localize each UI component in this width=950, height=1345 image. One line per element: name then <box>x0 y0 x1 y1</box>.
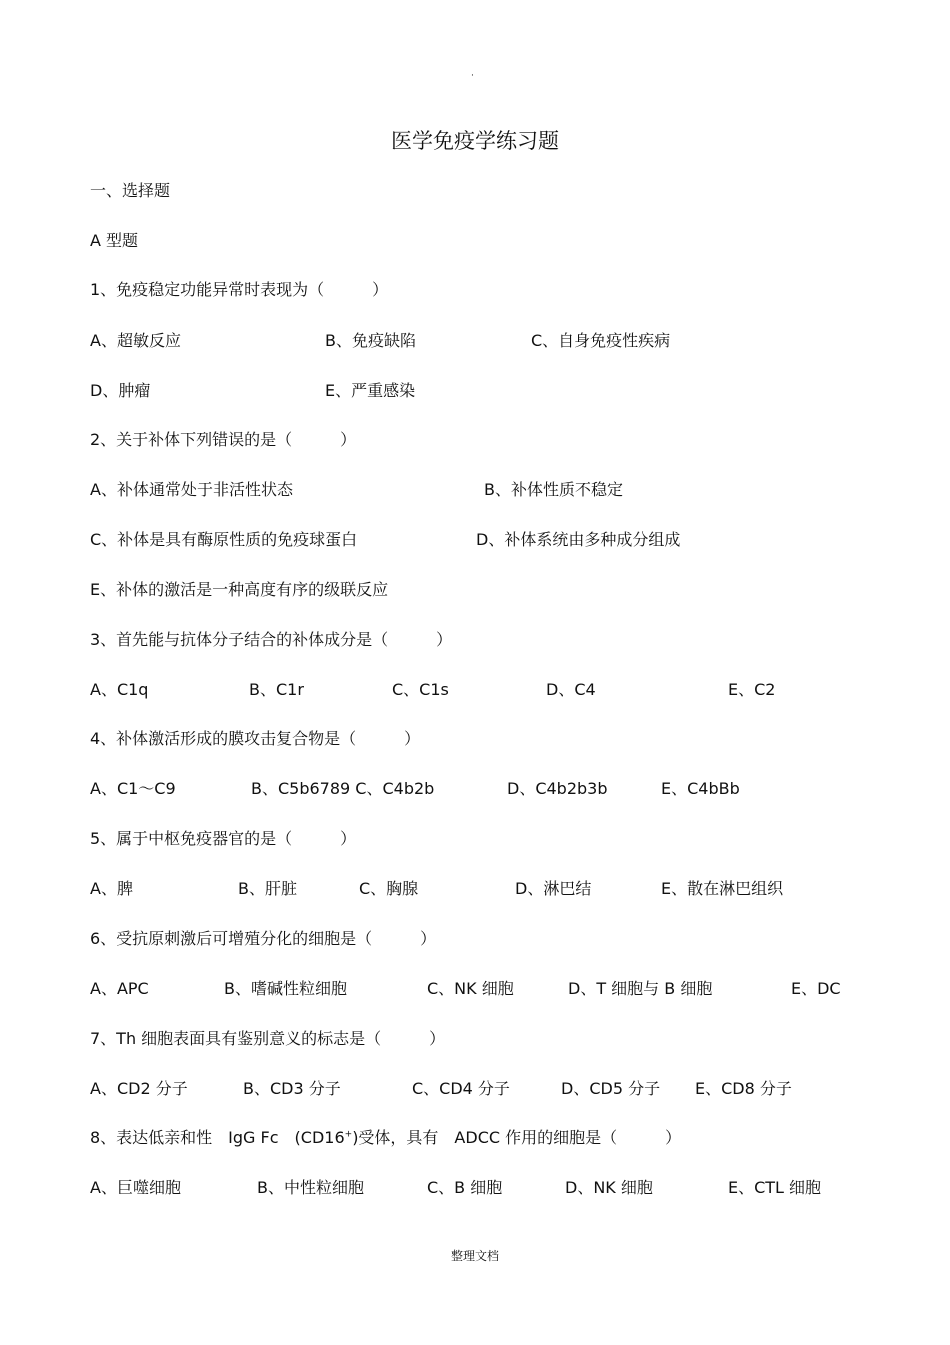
option-c: C、胸腺 <box>359 879 419 898</box>
option-c: C、B 细胞 <box>427 1178 503 1197</box>
option-d: D、淋巴结 <box>515 879 592 898</box>
question-stem: 6、受抗原刺激后可增殖分化的细胞是（ ） <box>90 929 437 948</box>
option-c: C、C1s <box>392 680 449 699</box>
option-b: B、肝脏 <box>238 879 297 898</box>
option-b: B、嗜碱性粒细胞 <box>224 979 347 998</box>
option-d: D、NK 细胞 <box>565 1178 653 1197</box>
superscript-plus: + <box>344 1129 353 1140</box>
option-a: A、脾 <box>90 879 133 898</box>
question-stem <box>90 1125 681 1151</box>
question-stem: 4、补体激活形成的膜攻击复合物是（ ） <box>90 729 421 748</box>
option-b: B、补体性质不稳定 <box>484 480 623 499</box>
question-stem: 3、首先能与抗体分子结合的补体成分是（ ） <box>90 630 453 649</box>
option-c: C、NK 细胞 <box>427 979 514 998</box>
option-e: E、C2 <box>728 680 776 699</box>
option-d: D、肿瘤 <box>90 381 151 400</box>
question-stem: 1、免疫稳定功能异常时表现为（ ） <box>90 280 389 299</box>
option-d: D、C4b2b3b <box>507 779 608 798</box>
question-stem: 7、Th 细胞表面具有鉴别意义的标志是（ ） <box>90 1029 446 1048</box>
option-a: A、APC <box>90 979 149 998</box>
question-stem: 2、关于补体下列错误的是（ ） <box>90 430 357 449</box>
option-d: D、T 细胞与 B 细胞 <box>568 979 713 998</box>
option-a: A、巨噬细胞 <box>90 1178 181 1197</box>
option-b: B、免疫缺陷 <box>325 331 416 350</box>
option-b: B、CD3 分子 <box>243 1079 341 1098</box>
option-e: E、C4bBb <box>661 779 740 798</box>
option-e: E、严重感染 <box>325 381 416 400</box>
option-a: A、C1q <box>90 680 149 699</box>
option-b: B、C1r <box>249 680 304 699</box>
option-d: D、补体系统由多种成分组成 <box>476 530 681 549</box>
question-stem-part: 8、表达低亲和性 IgG Fc (CD16 <box>90 1128 345 1147</box>
option-e: E、CD8 分子 <box>695 1079 792 1098</box>
option-c: C、CD4 分子 <box>412 1079 510 1098</box>
option-c: C、自身免疫性疾病 <box>531 331 671 350</box>
option-e: E、CTL 细胞 <box>728 1178 822 1197</box>
option-a: A、超敏反应 <box>90 331 181 350</box>
option-c: C、补体是具有酶原性质的免疫球蛋白 <box>90 530 358 549</box>
option-a: A、补体通常处于非活性状态 <box>90 480 293 499</box>
option-a: A、C1～C9 <box>90 779 176 798</box>
page-footer: 整理文档 <box>450 1249 499 1263</box>
page-title: 医学免疫学练习题 <box>391 129 559 153</box>
question-stem: 5、属于中枢免疫器官的是（ ） <box>90 829 357 848</box>
option-b: B、中性粒细胞 <box>257 1178 364 1197</box>
option-a: A、CD2 分子 <box>90 1079 188 1098</box>
option-b-c: B、C5b6789 C、C4b2b <box>251 779 435 798</box>
option-e: E、DC <box>791 979 841 998</box>
header-mark: · <box>471 71 474 81</box>
question-stem-part: )受体，具有 ADCC 作用的细胞是（ ） <box>352 1128 682 1147</box>
section-heading: 一、选择题 <box>90 181 171 200</box>
option-e: E、补体的激活是一种高度有序的级联反应 <box>90 580 389 599</box>
option-d: D、CD5 分子 <box>561 1079 661 1098</box>
option-e: E、散在淋巴组织 <box>661 879 784 898</box>
question-type-label: A 型题 <box>90 231 139 250</box>
option-d: D、C4 <box>546 680 596 699</box>
